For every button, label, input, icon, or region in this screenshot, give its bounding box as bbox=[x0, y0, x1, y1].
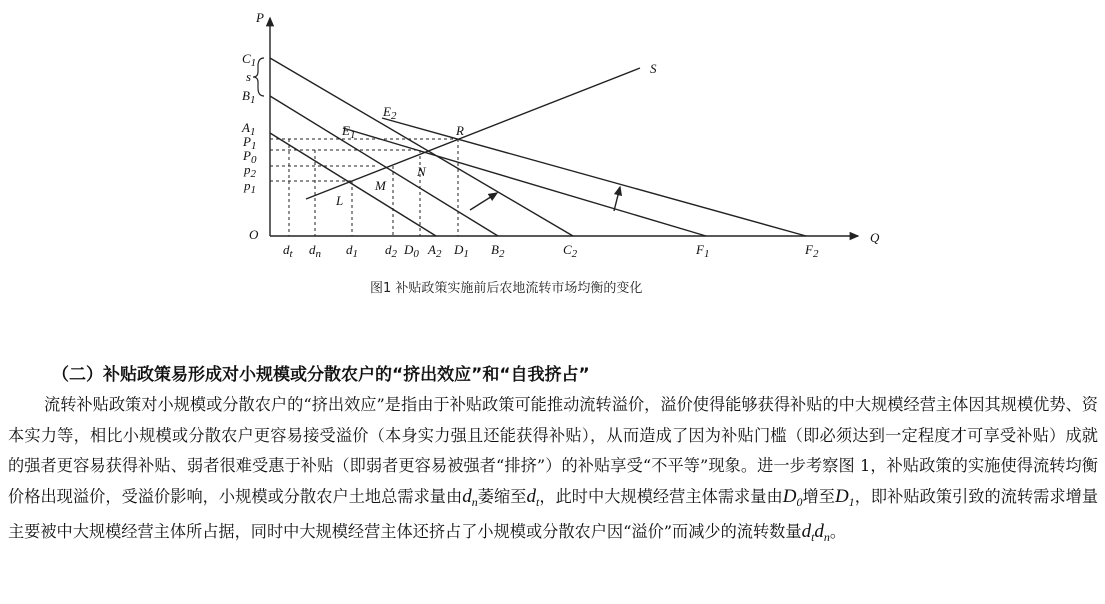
origin-label: O bbox=[249, 227, 259, 242]
x-label-dn: $d_n$ bbox=[309, 242, 321, 260]
x-axis-label: Q bbox=[870, 230, 880, 245]
para-text-6: 。 bbox=[829, 522, 847, 541]
x-label-C2: $C_2$ bbox=[563, 242, 578, 260]
label-M: M bbox=[375, 178, 386, 193]
shift-arrow-2 bbox=[614, 187, 620, 211]
section-heading: （二）补贴政策易形成对小规模或分散农户的“挤出效应”和“自我挤占” bbox=[52, 365, 590, 385]
label-S: S bbox=[650, 61, 657, 76]
label-E1: $E_1$ bbox=[342, 123, 356, 141]
y-label-P0: $P_0$ bbox=[243, 148, 257, 166]
x-label-d1: $d_1$ bbox=[346, 242, 358, 260]
supply-curve-S bbox=[306, 68, 640, 199]
y-axis-label: P bbox=[256, 10, 264, 25]
demand-curve-C1-C2 bbox=[270, 58, 573, 236]
label-N: N bbox=[417, 164, 426, 179]
body-paragraph bbox=[8, 390, 1098, 553]
y-label-P1: $P_1$ bbox=[243, 134, 257, 152]
y-label-s: s bbox=[246, 69, 252, 84]
symbol-dtdn: $d_td_n$ bbox=[801, 521, 830, 544]
x-label-d2: $d_2$ bbox=[385, 242, 397, 260]
label-R: R bbox=[456, 123, 464, 138]
y-label-A1: $A_1$ bbox=[242, 120, 256, 138]
y-label-C1: $C_1$ bbox=[242, 51, 257, 69]
label-L: L bbox=[336, 193, 344, 208]
symbol-D0: $D_0$ bbox=[782, 485, 803, 509]
symbol-dn: $d_n$ bbox=[462, 485, 478, 509]
y-label-p2: $p_2$ bbox=[244, 162, 256, 180]
y-label-p1-low: $p_1$ bbox=[244, 178, 256, 196]
x-label-F1: $F_1$ bbox=[696, 242, 710, 260]
para-text-2: 萎缩至 bbox=[477, 486, 527, 506]
x-label-A2: $A_2$ bbox=[428, 242, 442, 260]
para-text-3: ，此时中大规模经营主体需求量由 bbox=[539, 486, 783, 506]
x-label-D0: $D_0$ bbox=[404, 242, 419, 260]
symbol-D1: $D_1$ bbox=[834, 485, 855, 509]
para-text-1: 流转补贴政策对小规模或分散农户的“挤出效应”是指由于补贴政策可能推动流转溢价，溢价使得能够获得补贴的中大规模经营主体因其规模优势、资本实力等，相比小规模或分散农户更容易接受溢价（本身实力强且还能获得补贴），从而造成了因为补贴门槛（即必须达到一定程度才可享受补贴）成就的强者更容易获得补贴、弱者很难受惠于补贴（即弱者更容易被强者“排挤”）的补贴享受“不平等”现象。进一步考察图 1，补贴政策的实施使得流转均衡价格出现溢价，受溢价影响，小规模或分散农户土地总需求量由 bbox=[8, 395, 1098, 506]
shift-arrow-1 bbox=[470, 193, 497, 210]
x-label-B2: $B_2$ bbox=[491, 242, 505, 260]
demand-curve-F2 bbox=[382, 118, 806, 236]
x-label-F2: $F_2$ bbox=[805, 242, 819, 260]
x-label-dt: $d_t$ bbox=[283, 242, 293, 260]
x-label-D1: $D_1$ bbox=[454, 242, 469, 260]
demand-curve-F1 bbox=[343, 128, 706, 236]
figure-caption: 图1 补贴政策实施前后农地流转市场均衡的变化 bbox=[370, 281, 643, 296]
symbol-dt: $d_t$ bbox=[526, 485, 540, 509]
y-label-B1: $B_1$ bbox=[242, 88, 256, 106]
label-E2: $E_2$ bbox=[383, 104, 397, 122]
para-text-5: ，即补贴政策引致的流转需求增量主要被中大规模经营主体所占据，同时中大规模经营主体还挤占了小规模或分散农户因“溢价”而减少的流转数量 bbox=[8, 486, 1099, 541]
para-text-4: 增至 bbox=[802, 486, 835, 506]
